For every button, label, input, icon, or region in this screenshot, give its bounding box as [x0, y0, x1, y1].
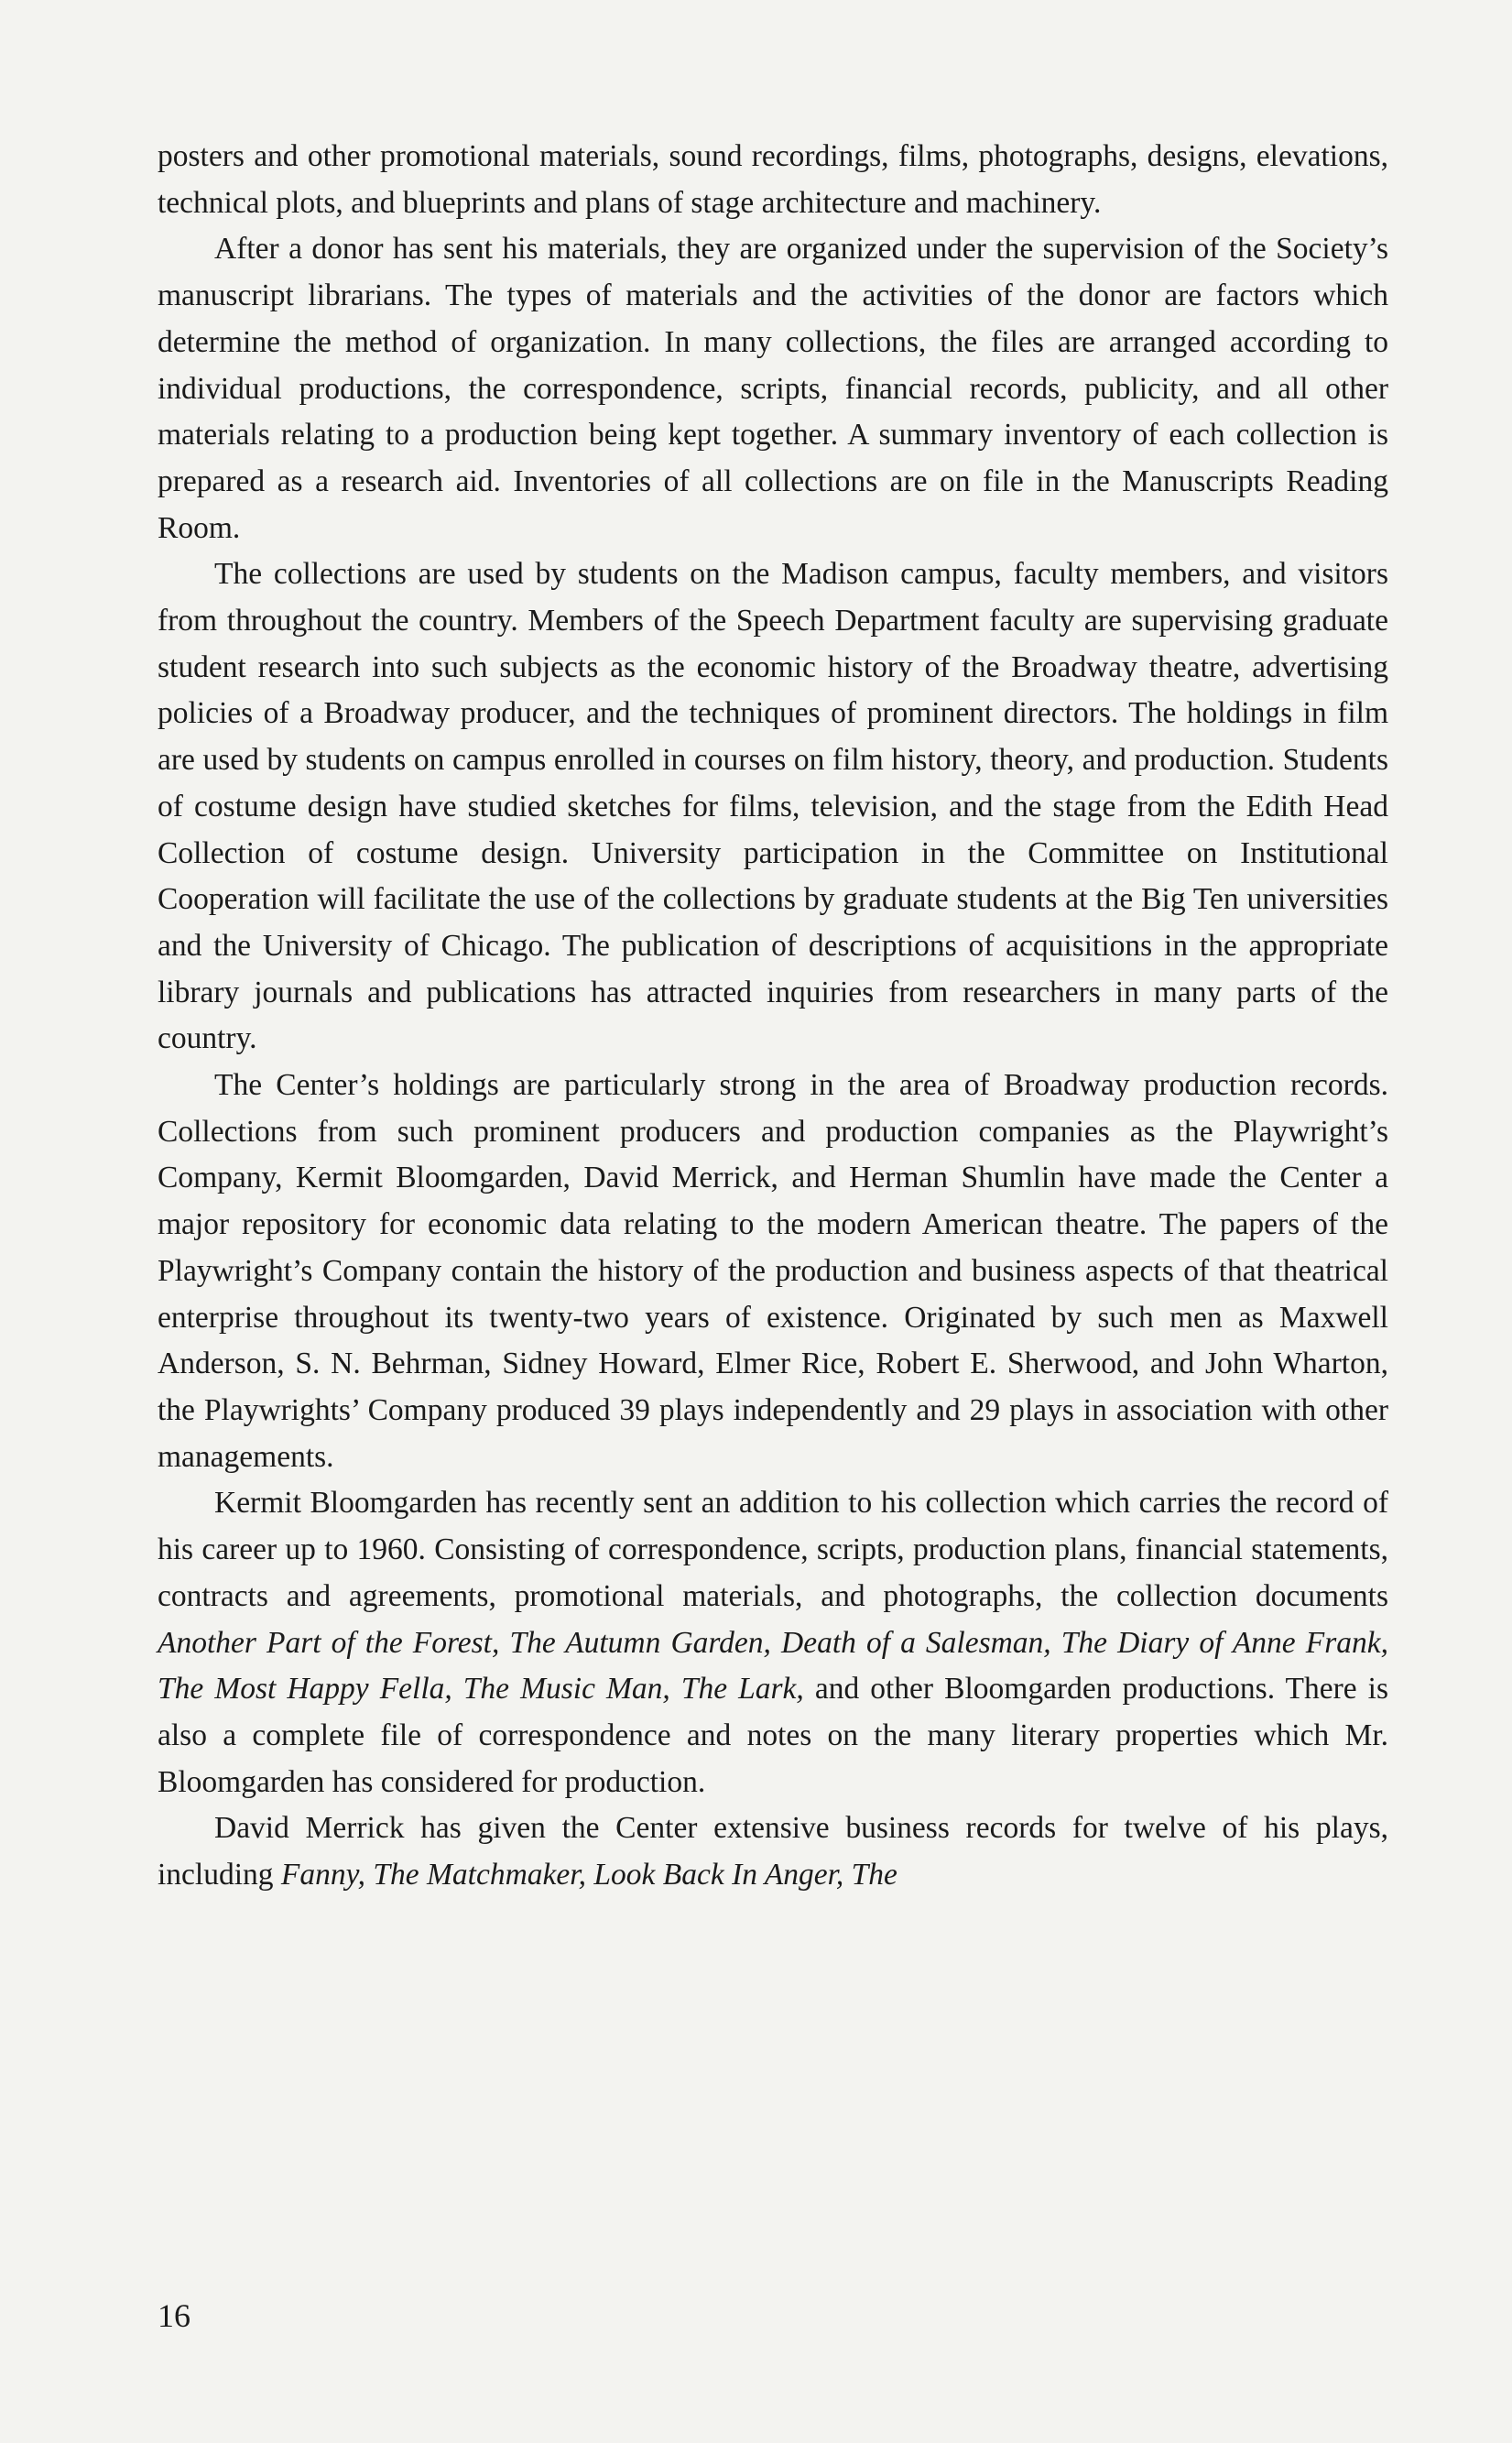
paragraph-6-text: David Merrick has given the Center extensive business records for twelve of his plays, including	[158, 1811, 1388, 1892]
paragraph-3-text: The collections are used by students on the Madison campus, faculty members, and visitors from throughout the country. Members of the Speech Department faculty are supervising graduate student research into such subjects as the economic history of the Broadway theatre, advertising policies of a Broadway producer, and the techniques of prominent directors. The holdings in film are used by students on campus enrolled in courses on film history, theory, and production. Students of costume design have studied sketches for films, television, and the stage from the Edith Head Collection of costume design. University participation in the Committee on Institutional Cooperation will facilitate the use of the collections by graduate students at the Big Ten universities and the University of Chicago. The publication of descriptions of acquisitions in the appropriate library journals and publications has attracted inquiries from researchers in many parts of the country.	[158, 557, 1388, 1056]
paragraph-6	[158, 1805, 1388, 1898]
paragraph-2	[158, 226, 1388, 551]
paragraph-4-text: The Center’s holdings are particularly strong in the area of Broadway production records. Collections from such prominent producers and production companies as the Playwright’s Company, Kermit Bloomgarden, David Merrick, and Herman Shumlin have made the Center a major repository for economic data relating to the modern American theatre. The papers of the Playwright’s Company contain the history of the production and business aspects of that theatrical enterprise throughout its twenty-two years of existence. Originated by such men as Maxwell Anderson, S. N. Behrman, Sidney Howard, Elmer Rice, Robert E. Sherwood, and John Wharton, the Playwrights’ Company produced 39 plays independently and 29 plays in association with other managements.	[158, 1068, 1388, 1474]
page-number: 16	[158, 2297, 190, 2334]
paragraph-5-play-titles: Another Part of the Forest, The Autumn Garden, Death of a Salesman, The Diary of Anne Frank, The Most Happy Fella, The Music Man, The Lark,	[158, 1625, 1388, 1707]
paragraph-5-text-a: Kermit Bloomgarden has recently sent an addition to his collection which carries the record of his career up to 1960. Consisting of correspondence, scripts, production plans, financial statements, contracts and agreements, promotional materials, and photographs, the collection documents	[158, 1486, 1388, 1613]
paragraph-1-text: posters and other promotional materials, sound recordings, films, photographs, designs, elevations, technical plots, and blueprints and plans of stage architecture and machinery.	[158, 139, 1388, 220]
paragraph-5	[158, 1480, 1388, 1805]
paragraph-5-text-b: and other Bloomgarden productions. There is also a complete file of correspondence and notes on the many literary properties which Mr. Bloomgarden has considered for production.	[158, 1672, 1389, 1799]
paragraph-4	[158, 1063, 1388, 1480]
paragraph-6-play-titles: Fanny, The Matchmaker, Look Back In Anger, The	[280, 1858, 897, 1892]
paragraph-3	[158, 551, 1388, 1063]
body-text	[158, 134, 1388, 1899]
paragraph-1	[158, 134, 1388, 226]
paragraph-2-text: After a donor has sent his materials, they are organized under the supervision of the Society’s manuscript librarians. The types of materials and the activities of the donor are factors which determine the method of organization. In many collections, the files are arranged according to individual productions, the correspondence, scripts, financial records, publicity, and all other materials relating to a production being kept together. A summary inventory of each collection is prepared as a research aid. Inventories of all collections are on file in the Manuscripts Reading Room.	[158, 232, 1388, 545]
